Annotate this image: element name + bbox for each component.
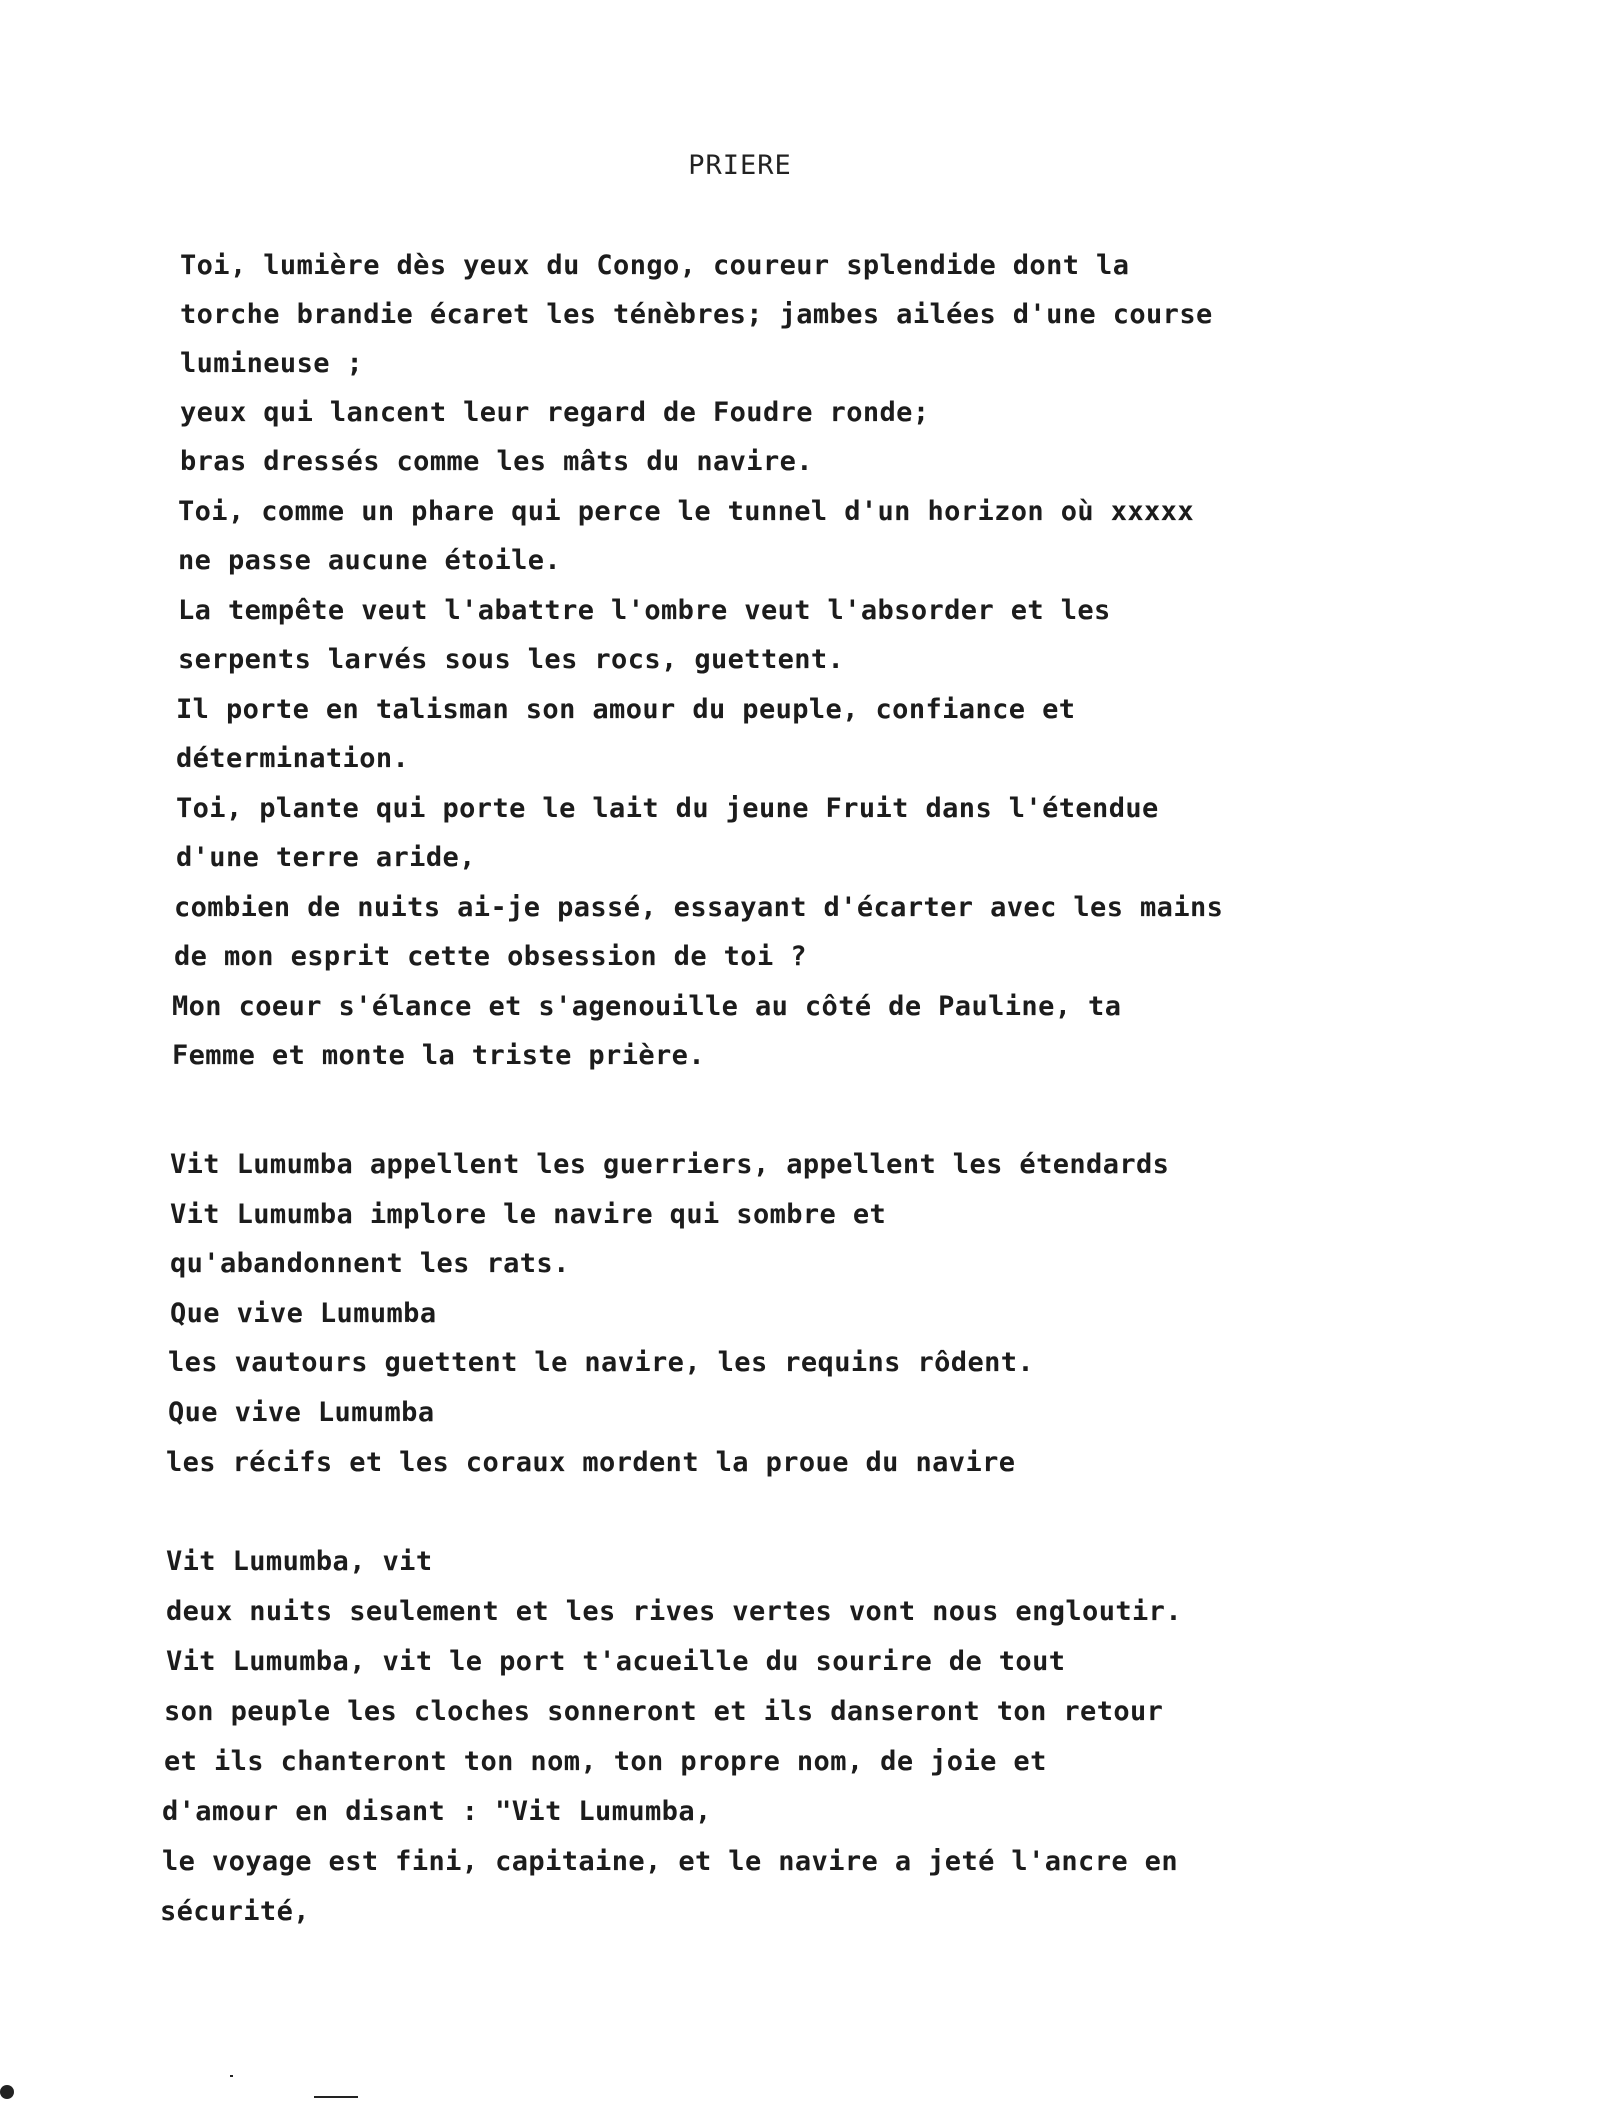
poem-line: La tempête veut l'abattre l'ombre veut l'absorder et les bbox=[178, 595, 1111, 626]
poem-line: Vit Lumumba, vit bbox=[166, 1546, 433, 1577]
scan-blot bbox=[0, 2085, 14, 2099]
poem-line: Vit Lumumba, vit le port t'acueille du sourire de tout bbox=[166, 1646, 1066, 1677]
poem-line: de mon esprit cette obsession de toi ? bbox=[174, 941, 807, 972]
poem-line: Toi, plante qui porte le lait du jeune Fruit dans l'étendue bbox=[176, 793, 1159, 824]
poem-line: yeux qui lancent leur regard de Foudre ronde; bbox=[180, 397, 930, 428]
scan-dot bbox=[230, 2075, 233, 2077]
poem-line: les récifs et les coraux mordent la proue du navire bbox=[166, 1447, 1016, 1478]
poem-line: torche brandie écaret les ténèbres; jambes ailées d'une course bbox=[180, 299, 1213, 330]
poem-line: ne passe aucune étoile. bbox=[178, 545, 562, 576]
poem-line: Que vive Lumumba bbox=[170, 1298, 437, 1329]
poem-line: sécurité, bbox=[160, 1896, 310, 1927]
poem-line: d'une terre aride, bbox=[176, 842, 476, 873]
poem-line: combien de nuits ai-je passé, essayant d'écarter avec les mains bbox=[174, 892, 1224, 923]
poem-line: son peuple les cloches sonneront et ils danseront ton retour bbox=[164, 1696, 1164, 1727]
poem-line: deux nuits seulement et les rives vertes vont nous engloutir. bbox=[166, 1596, 1182, 1627]
poem-line: lumineuse ; bbox=[180, 348, 364, 379]
poem-line: le voyage est fini, capitaine, et le navire a jeté l'ancre en bbox=[162, 1846, 1178, 1877]
poem-line: et ils chanteront ton nom, ton propre nom, de joie et bbox=[164, 1746, 1047, 1777]
poem-line: détermination. bbox=[176, 743, 410, 774]
poem-title: PRIERE bbox=[688, 150, 792, 181]
poem-line: qu'abandonnent les rats. bbox=[170, 1248, 570, 1279]
poem-line: Femme et monte la triste prière. bbox=[172, 1040, 705, 1071]
poem-line: serpents larvés sous les rocs, guettent. bbox=[178, 644, 845, 675]
poem-line: les vautours guettent le navire, les requins rôdent. bbox=[168, 1347, 1035, 1378]
poem-line: Toi, lumière dès yeux du Congo, coureur splendide dont la bbox=[180, 250, 1130, 281]
poem-line: Vit Lumumba implore le navire qui sombre et bbox=[170, 1199, 887, 1230]
poem-line: Toi, comme un phare qui perce le tunnel d'un horizon où xxxxx bbox=[178, 496, 1194, 527]
poem-line: Que vive Lumumba bbox=[168, 1397, 435, 1428]
poem-line: Mon coeur s'élance et s'agenouille au côté de Pauline, ta bbox=[172, 991, 1122, 1022]
poem-line: bras dressés comme les mâts du navire. bbox=[180, 446, 813, 477]
poem-line: Il porte en talisman son amour du peuple, confiance et bbox=[176, 694, 1076, 725]
poem-line: d'amour en disant : "Vit Lumumba, bbox=[162, 1796, 712, 1827]
scan-dash bbox=[314, 2096, 358, 2098]
poem-line: Vit Lumumba appellent les guerriers, appellent les étendards bbox=[170, 1149, 1170, 1180]
